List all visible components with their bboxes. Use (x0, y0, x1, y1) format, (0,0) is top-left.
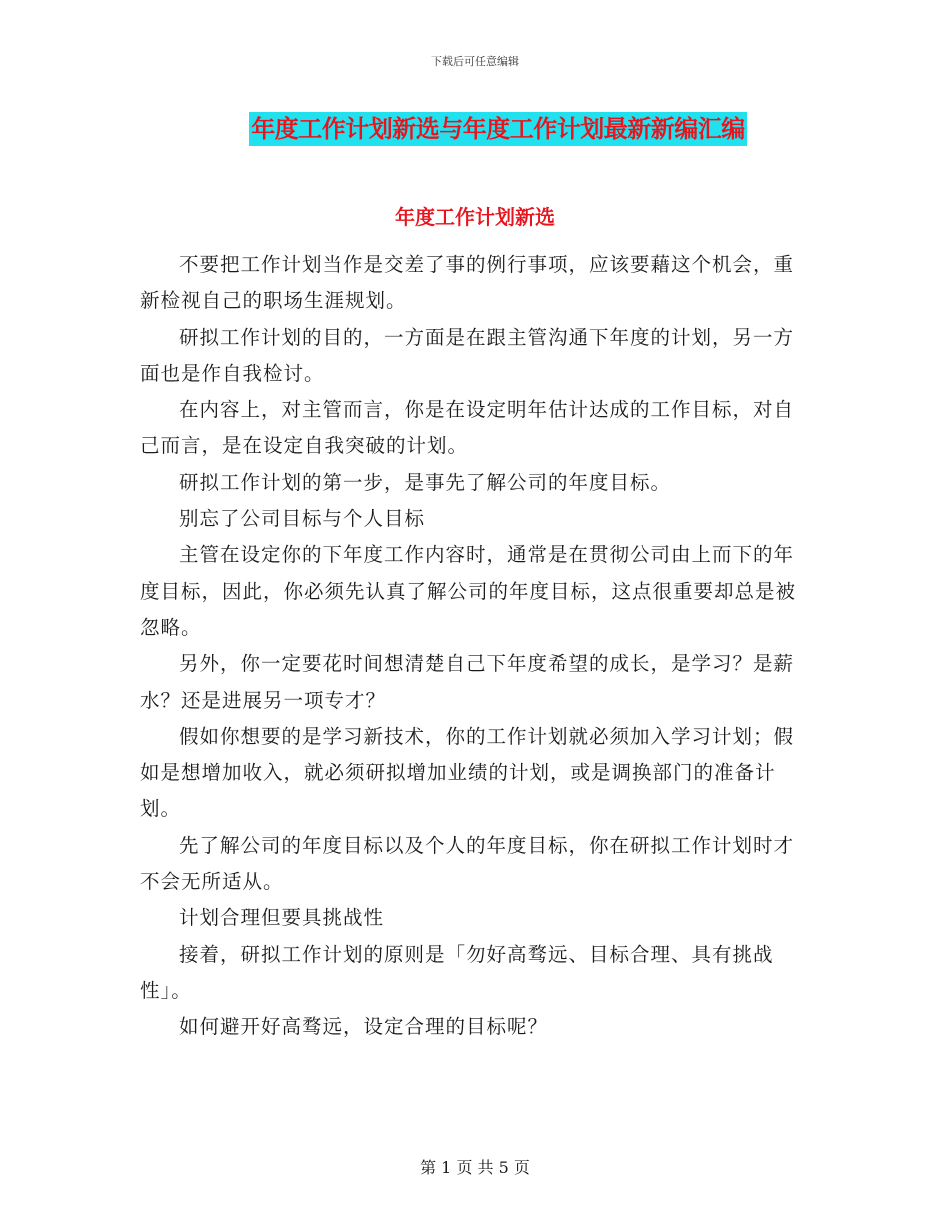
document-body (140, 247, 800, 1046)
paragraph: 不要把工作计划当作是交差了事的例行事项，应该要藉这个机会，重新检视自己的职场生涯规划。 (140, 253, 795, 313)
paragraph: 先了解公司的年度目标以及个人的年度目标，你在研拟工作计划时才不会无所适从。 (140, 833, 795, 894)
paragraph: 研拟工作计划的第一步，是事先了解公司的年度目标。 (179, 470, 672, 494)
paragraph: 接着，研拟工作计划的原则是「勿好高骛远、目标合理、具有挑战性」。 (140, 942, 774, 1002)
document-title: 年度工作计划新选与年度工作计划最新新编汇编 (249, 112, 747, 146)
paragraph: 假如你想要的是学习新技术，你的工作计划就必须加入学习计划；假如是想增加收入，就必须研拟增加业绩的计划，或是调换部门的准备计划。 (140, 724, 795, 821)
header-note: 下载后可任意编辑 (431, 55, 519, 68)
subheading-paragraph: 别忘了公司目标与个人目标 (179, 507, 426, 531)
paragraph: 主管在设定你的下年度工作内容时，通常是在贯彻公司由上而下的年度目标，因此，你必须先认真了解公司的年度目标，这点很重要却总是被忽略。 (140, 543, 797, 639)
document-title-container (0, 112, 950, 146)
subheading-paragraph: 计划合理但要具挑战性 (179, 906, 385, 930)
paragraph: 如何避开好高骛远，设定合理的目标呢？ (179, 1015, 549, 1039)
paragraph: 研拟工作计划的目的，一方面是在跟主管沟通下年度的计划，另一方面也是作自我检讨。 (140, 325, 795, 385)
section-title: 年度工作计划新选 (395, 205, 555, 229)
page-footer: 第 1 页 共 5 页 (420, 1158, 530, 1177)
paragraph: 另外，你一定要花时间想清楚自己下年度希望的成长，是学习？是薪水？还是进展另一项专才？ (140, 652, 795, 712)
paragraph: 在内容上，对主管而言，你是在设定明年估计达成的工作目标，对自己而言，是在设定自我突破的计划。 (140, 398, 795, 458)
